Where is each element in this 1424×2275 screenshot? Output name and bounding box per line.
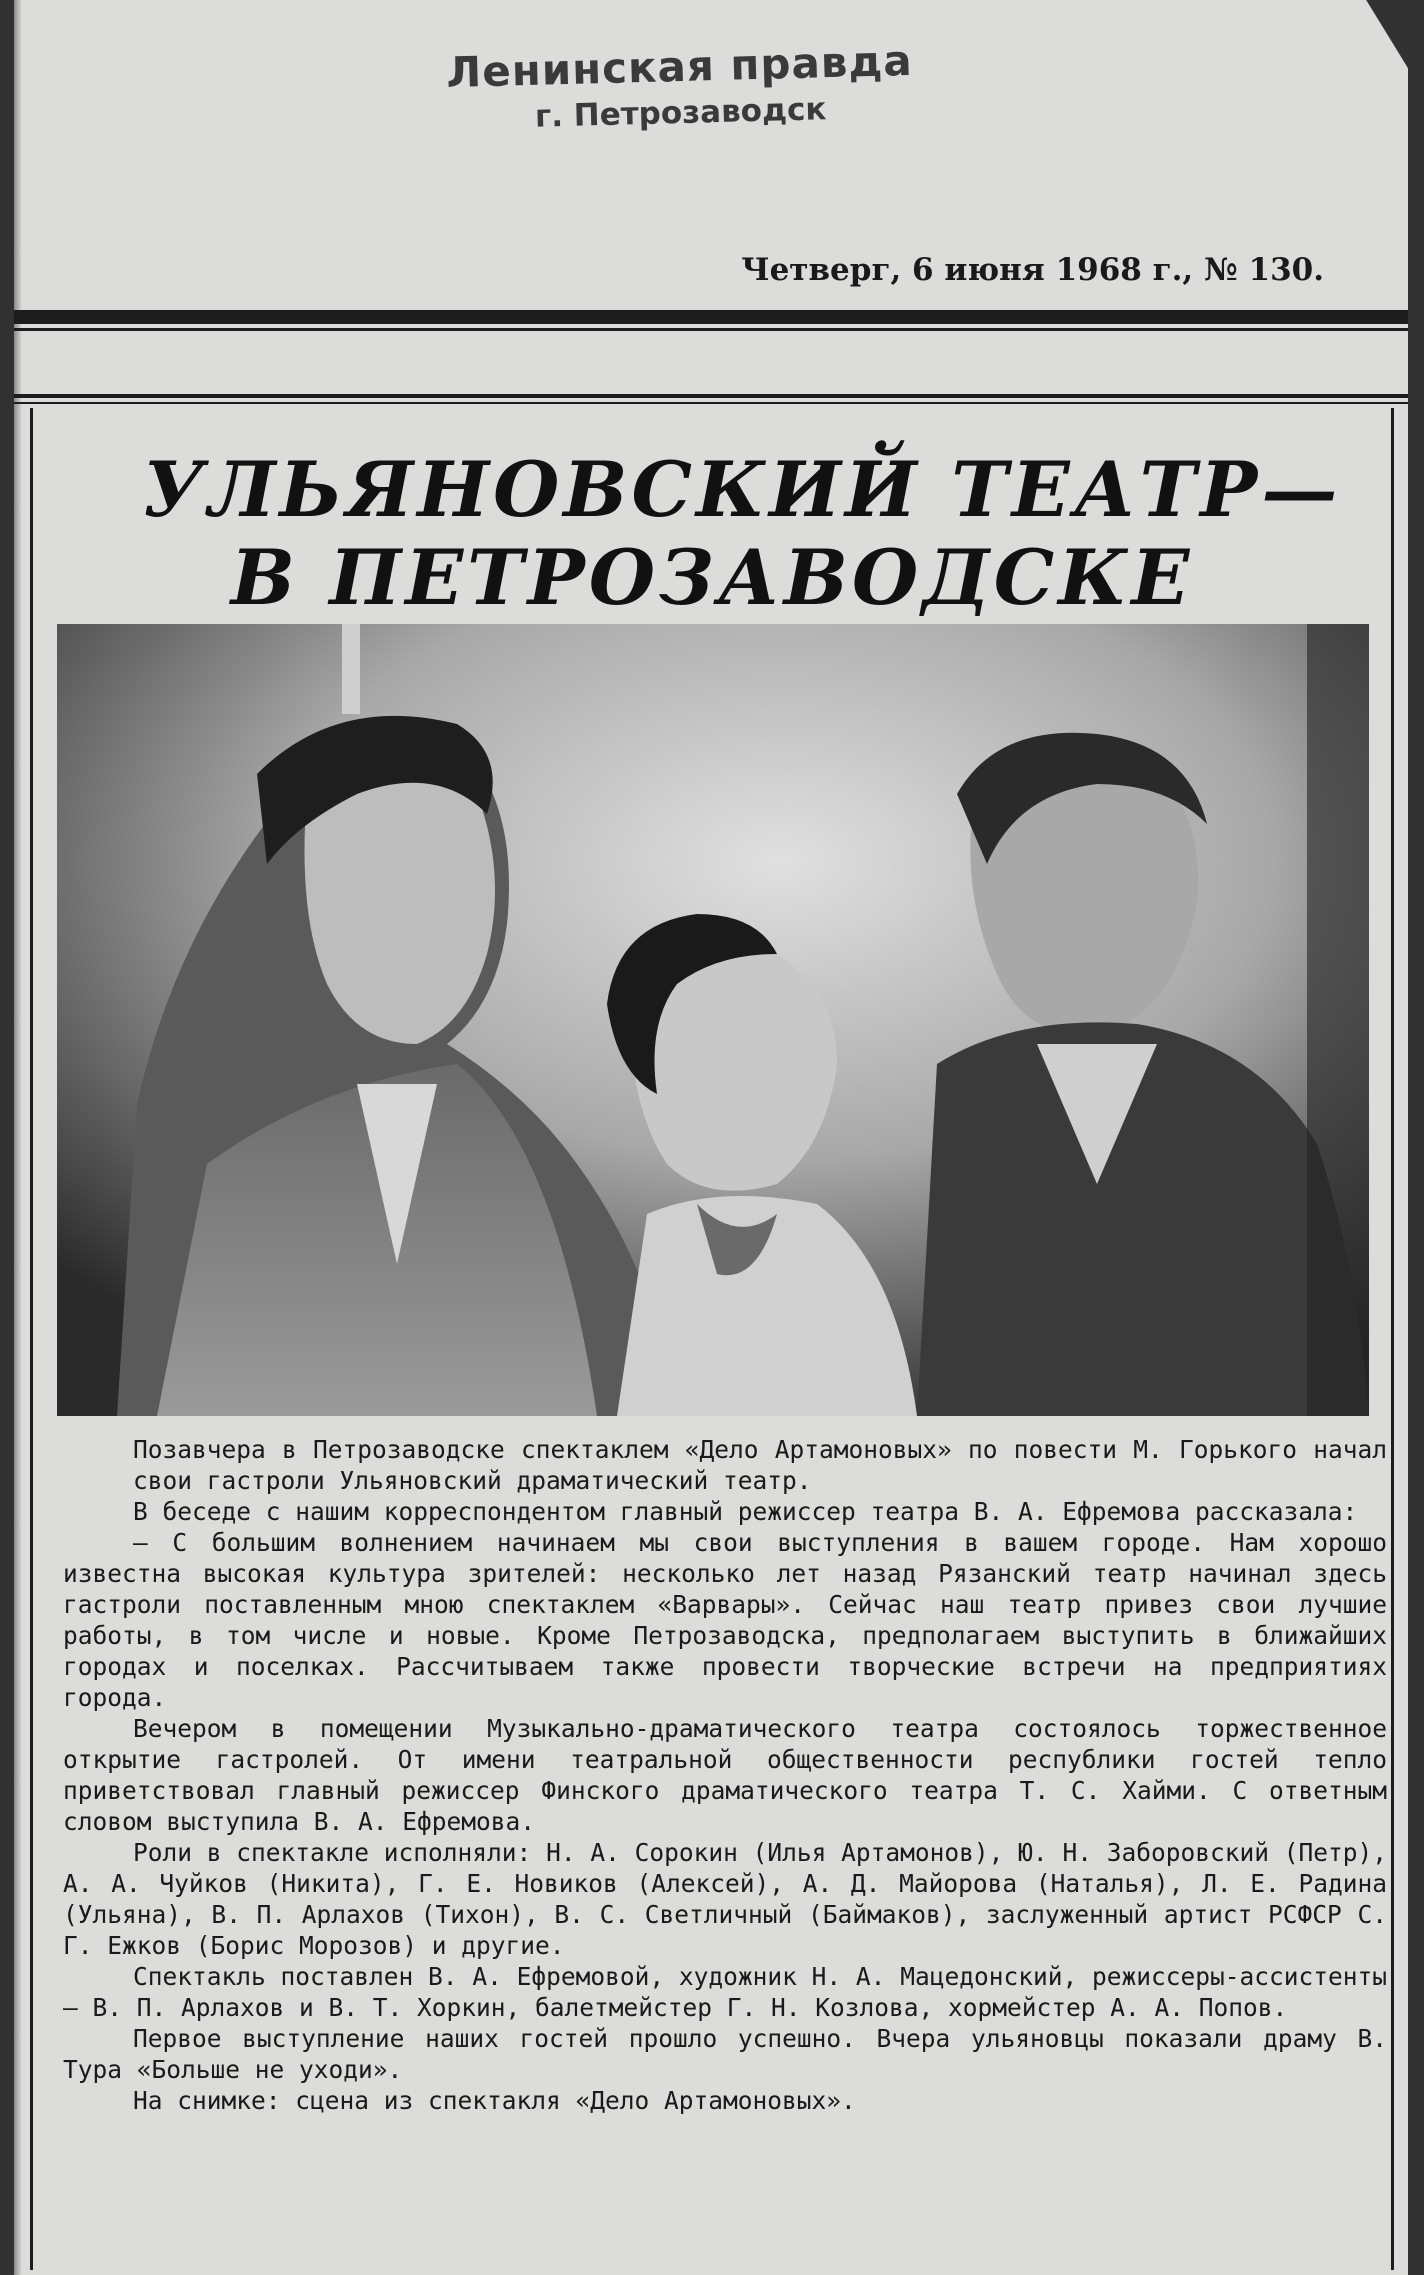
paper-edge-shadow	[14, 0, 22, 2275]
stamp-newspaper-name: Ленинская правда	[445, 35, 914, 98]
paragraph-2: В беседе с нашим корреспондентом главный режиссер театра В. А. Ефремова рассказала:	[133, 1497, 1358, 1526]
paragraph-4: Вечером в помещении Музыкально-драматического театра состоялось торжественное открытие гастролей. От имени театральной общественности республики гостей тепло приветствовал главный режиссер Финского драматического театра Т. С. Хайми. С ответным словом выступила В. А. Ефремова.	[63, 1714, 1387, 1836]
paragraph-7: Первое выступление наших гостей прошло успешно. Вчера ульяновцы показали драму В. Тура «Больше не уходи».	[63, 2024, 1387, 2084]
headline-line-1: УЛЬЯНОВСКИЙ ТЕАТР—	[142, 445, 1342, 534]
article-frame	[30, 408, 1394, 2270]
article-top-rule-thin	[14, 402, 1408, 404]
newspaper-stamp	[419, 35, 941, 138]
article-top-rule	[14, 394, 1408, 398]
headline-line-2: В ПЕТРОЗАВОДСКЕ	[230, 533, 1194, 622]
paragraph-3: — С большим волнением начинаем мы свои выступления в вашем городе. Нам хорошо известна высокая культура зрителей: несколько лет назад Рязанский театр начинал здесь гастроли поставленным мною спектаклем «Варвары». Сейчас наш театр привез свои лучшие работы, в том числе и новые. Кроме Петрозаводска, предполагаем выступить в ближайших городах и поселках. Рассчитываем также провести творческие встречи на предприятиях города.	[63, 1528, 1387, 1712]
article-body	[63, 1434, 1387, 2116]
masthead-rule-thick	[14, 310, 1408, 324]
photo-caption: На снимке: сцена из спектакля «Дело Артамоновых».	[133, 2086, 856, 2115]
masthead-rule-thin	[14, 328, 1408, 331]
article-headline	[33, 446, 1391, 622]
paragraph-5: Роли в спектакле исполняли: Н. А. Сорокин (Илья Артамонов), Ю. Н. Заборовский (Петр), А. А. Чуйков (Никита), Г. Е. Новиков (Алексей), А. Д. Майорова (Наталья), Л. Е. Радина (Ульяна), В. П. Арлахов (Тихон), В. С. Светличный (Баймаков), заслуженный артист РСФСР С. Г. Ежков (Борис Морозов) и другие.	[63, 1838, 1387, 1960]
paragraph-1: Позавчера в Петрозаводске спектаклем «Дело Артамоновых» по повести М. Горького начал свои гастроли Ульяновский драматический театр.	[133, 1435, 1387, 1495]
theatre-scene-photo	[57, 624, 1369, 1416]
stamp-city: г. Петрозаводск	[534, 91, 827, 135]
paragraph-6: Спектакль поставлен В. А. Ефремовой, художник Н. А. Мацедонский, режиссеры-ассистенты — В. П. Арлахов и В. Т. Хоркин, балетмейстер Г. Н. Козлова, хормейстер А. А. Попов.	[63, 1962, 1387, 2022]
issue-dateline: Четверг, 6 июня 1968 г., № 130.	[741, 252, 1324, 288]
